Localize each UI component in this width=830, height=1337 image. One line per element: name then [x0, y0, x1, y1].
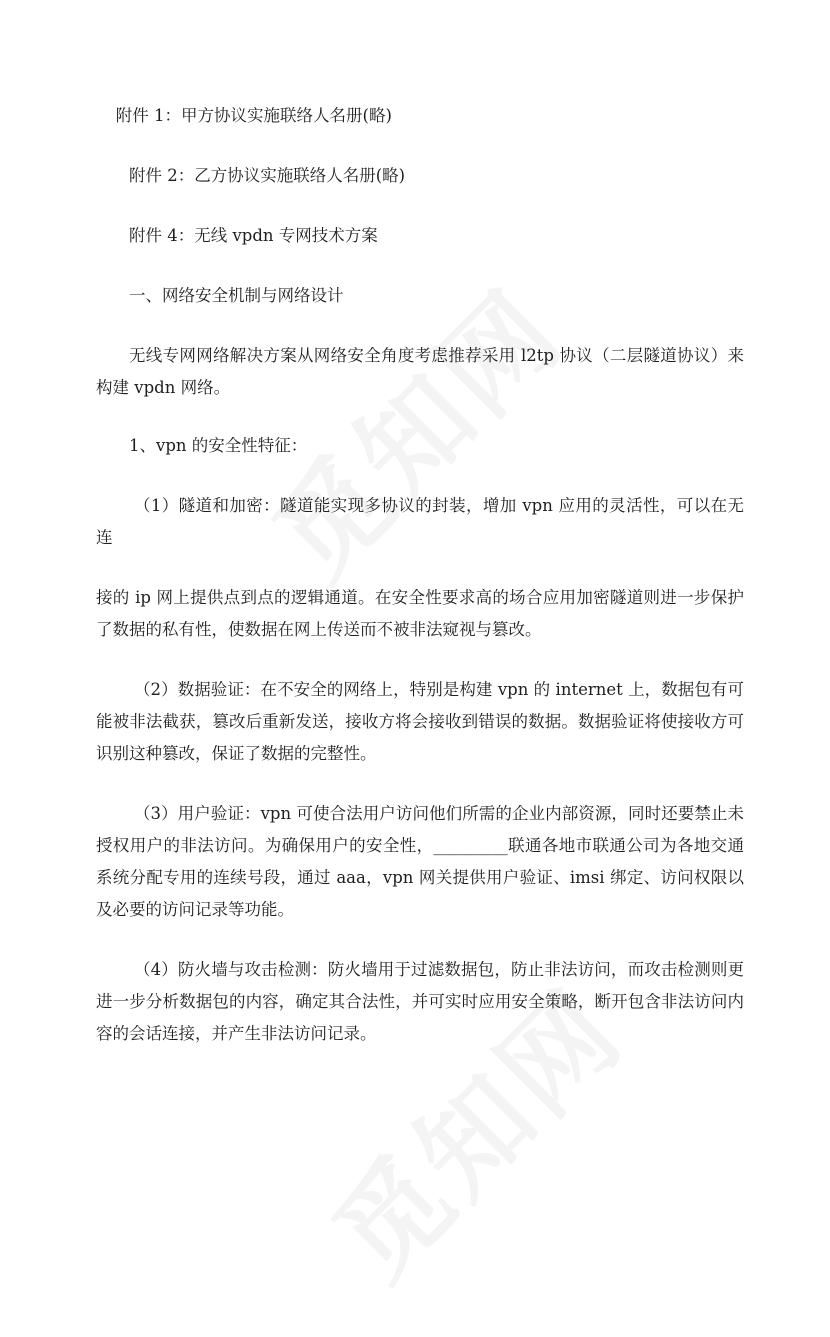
- item-4-paragraph: （4）防火墙与攻击检测：防火墙用于过滤数据包，防止非法访问，而攻击检测则更进一步分析数据包的内容，确定其合法性，并可实时应用安全策略，断开包含非法访问内容的会话连接，并产生非法访问记录。: [96, 960, 744, 1043]
- item-1-continued-paragraph: 接的 ip 网上提供点到点的逻辑通道。在安全性要求高的场合应用加密隧道则进一步保护了数据的私有性，使数据在网上传送而不被非法窥视与篡改。: [96, 588, 744, 639]
- item-3-paragraph: （3）用户验证：vpn 可使合法用户访问他们所需的企业内部资源，同时还要禁止未授权用户的非法访问。为确保用户的安全性，_________联通各地市联通公司为各地交通系统分配专用的连续号段，通过 aaa，vpn 网关提供用户验证、imsi 绑定、访问权限以及必要的访问记录等功能。: [96, 804, 744, 919]
- item-2-paragraph: （2）数据验证：在不安全的网络上，特别是构建 vpn 的 internet 上，数据包有可能被非法截获，篡改后重新发送，接收方将会接收到错误的数据。数据验证将使接收方可识别这种篡改，保证了数据的完整性。: [96, 680, 744, 763]
- item-1-paragraph: （1）隧道和加密：隧道能实现多协议的封装，增加 vpn 应用的灵活性，可以在无连: [96, 496, 744, 547]
- attachment-2-line: 附件 2：乙方协议实施联络人名册(略): [129, 166, 406, 185]
- attachment-1-line: 附件 1：甲方协议实施联络人名册(略): [115, 106, 392, 125]
- attachment-4-line: 附件 4：无线 vpdn 专网技术方案: [129, 226, 378, 245]
- subsection-heading: 1、vpn 的安全性特征：: [129, 436, 308, 455]
- section-heading: 一、网络安全机制与网络设计: [129, 286, 344, 305]
- intro-paragraph: 无线专网网络解决方案从网络安全角度考虑推荐采用 l2tp 协议（二层隧道协议）来构建 vpdn 网络。: [96, 346, 744, 397]
- document-body: [96, 100, 744, 1050]
